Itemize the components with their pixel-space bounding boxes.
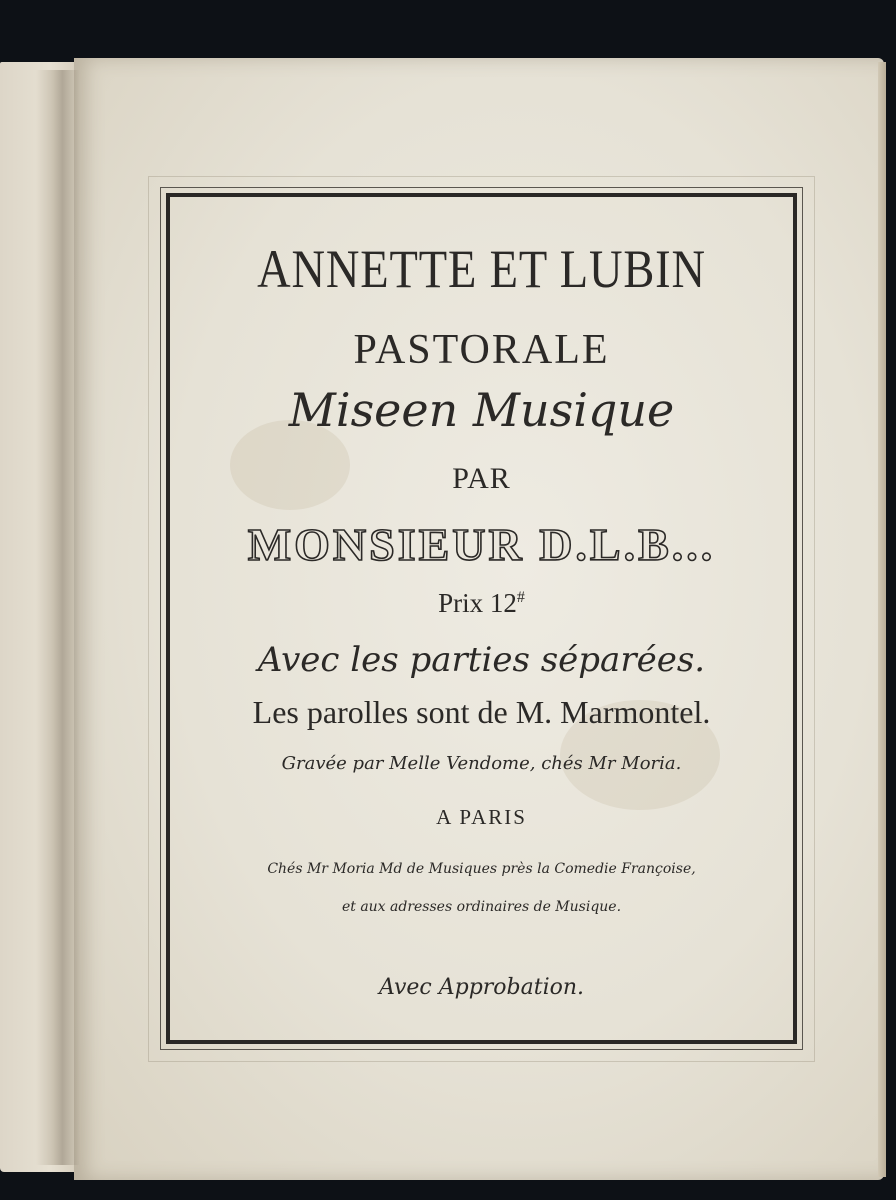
price-line [160, 588, 803, 619]
subtitle-line: Miseen Musique [288, 383, 675, 437]
genre-line: PASTORALE [353, 327, 610, 373]
libretto-line: Les parolles sont de M. Marmontel. [252, 694, 711, 730]
approval-line: Avec Approbation. [378, 975, 585, 1000]
city-line: A PARIS [436, 805, 527, 829]
author-line: MONSIEUR D.L.B... [247, 519, 716, 570]
page-edge [878, 62, 886, 1177]
price-label: Prix 12 [438, 588, 517, 618]
work-title: ANNETTE ET LUBIN [257, 239, 706, 299]
parts-line: Avec les parties séparées. [257, 640, 706, 680]
addresses-line: et aux adresses ordinaires de Musique. [341, 899, 622, 915]
by-line: PAR [452, 462, 511, 495]
price-mark: # [516, 589, 525, 606]
spine-fold [36, 70, 80, 1165]
publisher-line: Chés Mr Moria Md de Musiques près la Comedie Françoise, [267, 861, 696, 877]
engraver-line: Gravée par Melle Vendome, chés Mr Moria. [281, 753, 682, 774]
